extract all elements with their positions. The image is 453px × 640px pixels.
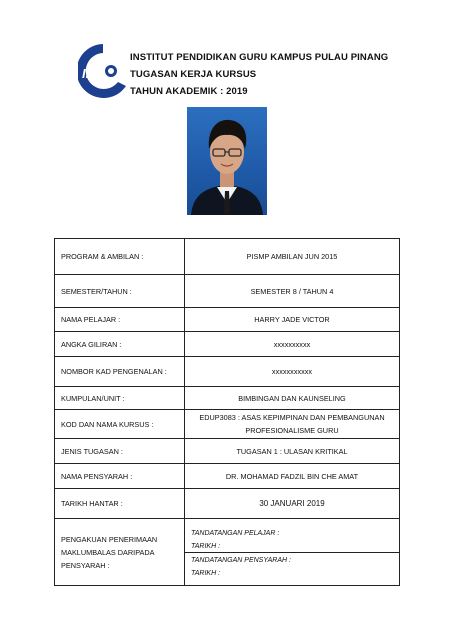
lecturer-signature-block[interactable] bbox=[185, 552, 399, 578]
row-label-student-name: NAMA PELAJAR : bbox=[55, 308, 185, 332]
table-row bbox=[55, 519, 400, 586]
document-header bbox=[130, 52, 388, 103]
table-row bbox=[55, 239, 400, 275]
row-label-ic-number: NOMBOR KAD PENGENALAN : bbox=[55, 357, 185, 387]
row-label-semester: SEMESTER/TAHUN : bbox=[55, 275, 185, 308]
ipg-logo bbox=[78, 42, 128, 100]
student-photo bbox=[187, 107, 267, 215]
table-row bbox=[55, 439, 400, 464]
row-value-submission-date: 30 JANUARI 2019 bbox=[185, 489, 400, 519]
document-title: TUGASAN KERJA KURSUS bbox=[130, 69, 257, 80]
row-value-assignment-type: TUGASAN 1 : ULASAN KRITIKAL bbox=[185, 439, 400, 464]
row-label-lecturer: NAMA PENSYARAH : bbox=[55, 464, 185, 489]
row-label-course: KOD DAN NAMA KURSUS : bbox=[55, 410, 185, 439]
ack-label-line-1: PENGAKUAN PENERIMAAN bbox=[61, 534, 158, 544]
row-label-assignment-type: JENIS TUGASAN : bbox=[55, 439, 185, 464]
logo-text: IPG bbox=[82, 66, 105, 81]
table-row bbox=[55, 275, 400, 308]
row-label-acknowledgement bbox=[55, 519, 185, 586]
row-label-index-number: ANGKA GILIRAN : bbox=[55, 332, 185, 357]
row-label-program: PROGRAM & AMBILAN : bbox=[55, 239, 185, 275]
ack-label-line-3: PENSYARAH : bbox=[61, 560, 110, 570]
table-row bbox=[55, 489, 400, 519]
table-row bbox=[55, 332, 400, 357]
academic-year: TAHUN AKADEMIK : 2019 bbox=[130, 86, 248, 97]
table-row bbox=[55, 357, 400, 387]
row-value-student-name: HARRY JADE VICTOR bbox=[185, 308, 400, 332]
row-label-group: KUMPULAN/UNIT : bbox=[55, 387, 185, 410]
institution-name: INSTITUT PENDIDIKAN GURU KAMPUS PULAU PINANG bbox=[130, 52, 389, 63]
table-row bbox=[55, 410, 400, 439]
row-value-program: PISMP AMBILAN JUN 2015 bbox=[185, 239, 400, 275]
student-signature-block[interactable] bbox=[185, 526, 399, 552]
student-date-label: TARIKH : bbox=[191, 543, 221, 550]
table-row bbox=[55, 387, 400, 410]
student-info-table bbox=[54, 238, 400, 586]
lecturer-signature-label: TANDATANGAN PENSYARAH : bbox=[191, 557, 291, 564]
table-row bbox=[55, 464, 400, 489]
course-line-1: EDUP3083 : ASAS KEPIMPINAN DAN PEMBANGUNAN bbox=[199, 413, 385, 422]
student-signature-label: TANDATANGAN PELAJAR : bbox=[191, 530, 280, 537]
row-label-submission-date: TARIKH HANTAR : bbox=[55, 489, 185, 519]
row-value-group: BIMBINGAN DAN KAUNSELING bbox=[185, 387, 400, 410]
row-value-lecturer: DR. MOHAMAD FADZIL BIN CHE AMAT bbox=[185, 464, 400, 489]
table-row bbox=[55, 308, 400, 332]
course-line-2: PROFESIONALISME GURU bbox=[245, 426, 339, 435]
lecturer-date-label: TARIKH : bbox=[191, 570, 221, 577]
row-value-semester: SEMESTER 8 / TAHUN 4 bbox=[185, 275, 400, 308]
row-value-ic-number: xxxxxxxxxxx bbox=[185, 357, 400, 387]
signature-cell bbox=[185, 519, 400, 586]
row-value-course bbox=[185, 410, 400, 439]
ack-label-line-2: MAKLUMBALAS DARIPADA bbox=[61, 547, 155, 557]
row-value-index-number: xxxxxxxxxx bbox=[185, 332, 400, 357]
